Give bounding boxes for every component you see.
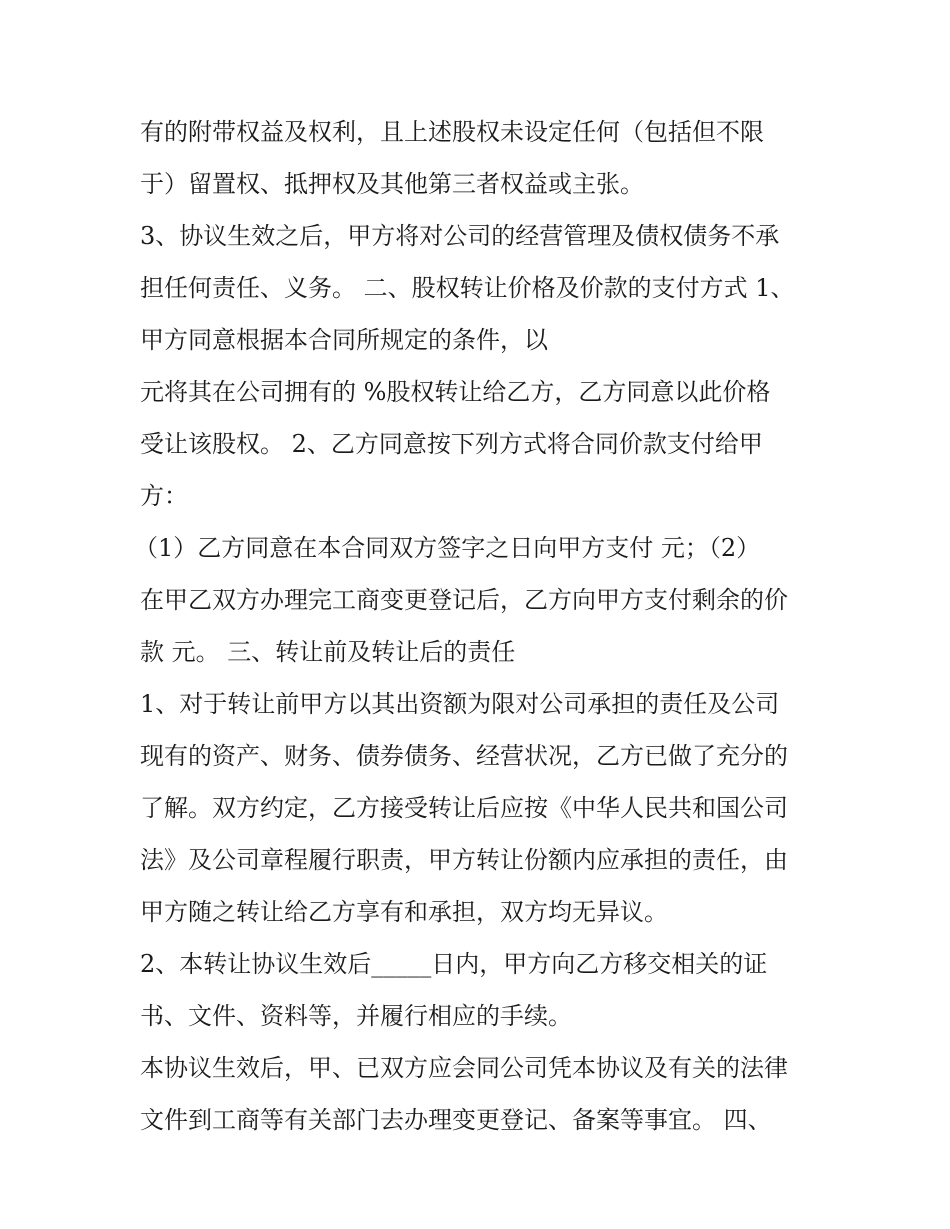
text-line: 甲方随之转让给乙方享有和承担，双方均无异议。 xyxy=(140,898,668,926)
text-line: 有的附带权益及权利，且上述股权未设定任何（包括但不限 xyxy=(140,118,764,146)
text-line: 2、本转让协议生效后_____日内，甲方向乙方移交相关的证 xyxy=(140,950,768,978)
text-line: 担任何责任、义务。 二、股权转让价格及价款的支付方式 1、 xyxy=(140,274,795,302)
text-line: 方： xyxy=(140,482,188,510)
text-line: 法》及公司章程履行职责，甲方转让份额内应承担的责任，由 xyxy=(140,846,788,874)
text-line: 本协议生效后，甲、已双方应会同公司凭本协议及有关的法律 xyxy=(140,1054,788,1082)
text-line: 甲方同意根据本合同所规定的条件，以 xyxy=(140,326,548,354)
text-line: 款 元。 三、转让前及转让后的责任 xyxy=(140,638,516,666)
text-line: 了解。双方约定，乙方接受转让后应按《中华人民共和国公司 xyxy=(140,794,788,822)
text-line: 3、协议生效之后，甲方将对公司的经营管理及债权债务不承 xyxy=(140,222,780,250)
text-line: 在甲乙双方办理完工商变更登记后，乙方向甲方支付剩余的价 xyxy=(140,586,788,614)
text-line: 文件到工商等有关部门去办理变更登记、备案等事宜。 四、 xyxy=(140,1106,772,1134)
text-line: （1）乙方同意在本合同双方签字之日向甲方支付 元；（2） xyxy=(134,534,761,562)
text-line: 于）留置权、抵押权及其他第三者权益或主张。 xyxy=(140,170,644,198)
text-line: 受让该股权。 2、乙方同意按下列方式将合同价款支付给甲 xyxy=(140,430,763,458)
document-body xyxy=(134,106,820,1146)
text-line: 书、文件、资料等，并履行相应的手续。 xyxy=(140,1002,572,1030)
text-line: 现有的资产、财务、债券债务、经营状况，乙方已做了充分的 xyxy=(140,742,788,770)
text-line: 1、对于转让前甲方以其出资额为限对公司承担的责任及公司 xyxy=(140,690,780,718)
text-line: 元将其在公司拥有的 %股权转让给乙方，乙方同意以此价格 xyxy=(140,378,771,406)
